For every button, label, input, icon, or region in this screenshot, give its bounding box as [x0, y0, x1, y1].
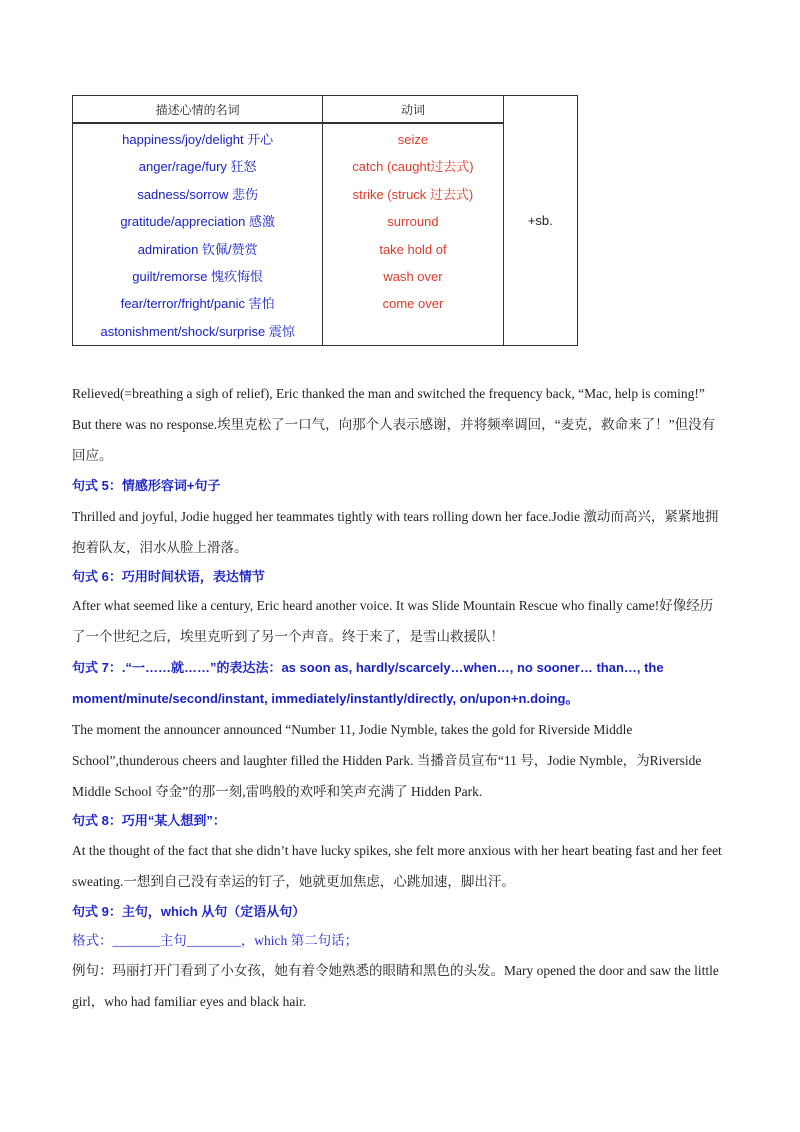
header-verb: 动词: [323, 96, 503, 124]
paragraph-pattern-6: After what seemed like a century, Eric heard another voice. It was Slide Mountain Rescue who finally came!好像经历了一个世纪之后，埃里克听到了另一个声音。终于来了，是雪山救援队！: [72, 598, 714, 644]
paragraph-pattern-7: The moment the announcer announced “Number 11, Jodie Nymble, takes the gold for Riverside Middle School”,thunderous cheers and laughter filled the Hidden Park. 当播音员宣布“11 号，Jodie Nymble，为Riverside Middle School 夺金”的那一刻,雷鸣般的欢呼和笑声充满了 Hidden Park.: [72, 722, 702, 799]
noun-item: astonishment/shock/surprise 震惊: [100, 323, 295, 339]
paragraph-relieved: Relieved(=breathing a sigh of relief), Eric thanked the man and switched the frequency back, “Mac, help is coming!” But there was no response.埃里克松了一口气，向那个人表示感谢，并将频率调回，“麦克，救命来了！”但没有回应。: [72, 386, 716, 463]
noun-cell: [73, 123, 323, 346]
paragraph-pattern-5: Thrilled and joyful, Jodie hugged her teammates tightly with tears rolling down her face.Jodie 激动而高兴，紧紧地拥抱着队友，泪水从脸上滑落。: [72, 509, 719, 555]
heading-pattern-6: 句式 6：巧用时间状语，表达情节: [72, 569, 265, 584]
noun-item: admiration 钦佩/赞赏: [137, 241, 258, 257]
noun-item: anger/rage/fury 狂怒: [138, 159, 257, 175]
noun-item: guilt/remorse 愧疚悔恨: [132, 268, 264, 284]
heading-pattern-8: 句式 8：巧用“某人想到”：: [72, 813, 226, 828]
noun-item: happiness/joy/delight 开心: [122, 132, 274, 147]
noun-item: fear/terror/fright/panic 害怕: [120, 296, 275, 312]
paragraph-pattern-8: At the thought of the fact that she didn’t have lucky spikes, she felt more anxious with her heart beating fast and her feet sweating.一想到自己没有幸运的钉子，她就更加焦虑，心跳加速，脚出汗。: [72, 843, 722, 889]
format-line-pattern-9: 格式：_______主句________，which 第二句话；: [72, 933, 359, 948]
heading-pattern-5: 句式 5：情感形容词+句子: [72, 478, 221, 493]
sb-cell: +sb.: [503, 96, 577, 346]
vocab-table: [72, 95, 578, 346]
verb-item: surround: [387, 214, 439, 230]
verb-item: take hold of: [379, 241, 447, 257]
verb-item: strike (struck 过去式): [352, 186, 474, 202]
heading-pattern-9: 句式 9：主句，which 从句（定语从句）: [72, 904, 306, 919]
header-noun: 描述心情的名词: [73, 96, 323, 124]
noun-item: gratitude/appreciation 感激: [120, 214, 275, 230]
table-body-row: [73, 123, 578, 346]
example-pattern-9: 例句：玛丽打开门看到了小女孩，她有着令她熟悉的眼睛和黑色的头发。Mary opened the door and saw the little girl，who had familiar eyes and black hair.: [72, 963, 719, 1009]
table-header-row: [73, 96, 578, 124]
verb-item: seize: [397, 132, 429, 147]
heading-pattern-7: 句式 7：.“一……就……”的表达法：as soon as, hardly/scarcely…when…, no sooner… than…, the moment/minute/second/instant, immediately/instantly/directly, on/upon+n.doing。: [72, 660, 664, 706]
verb-item: wash over: [383, 268, 443, 284]
noun-item: sadness/sorrow 悲伤: [137, 186, 258, 202]
verb-cell: [323, 123, 503, 346]
verb-item: come over: [382, 296, 444, 312]
verb-item: catch (caught过去式): [352, 159, 474, 175]
